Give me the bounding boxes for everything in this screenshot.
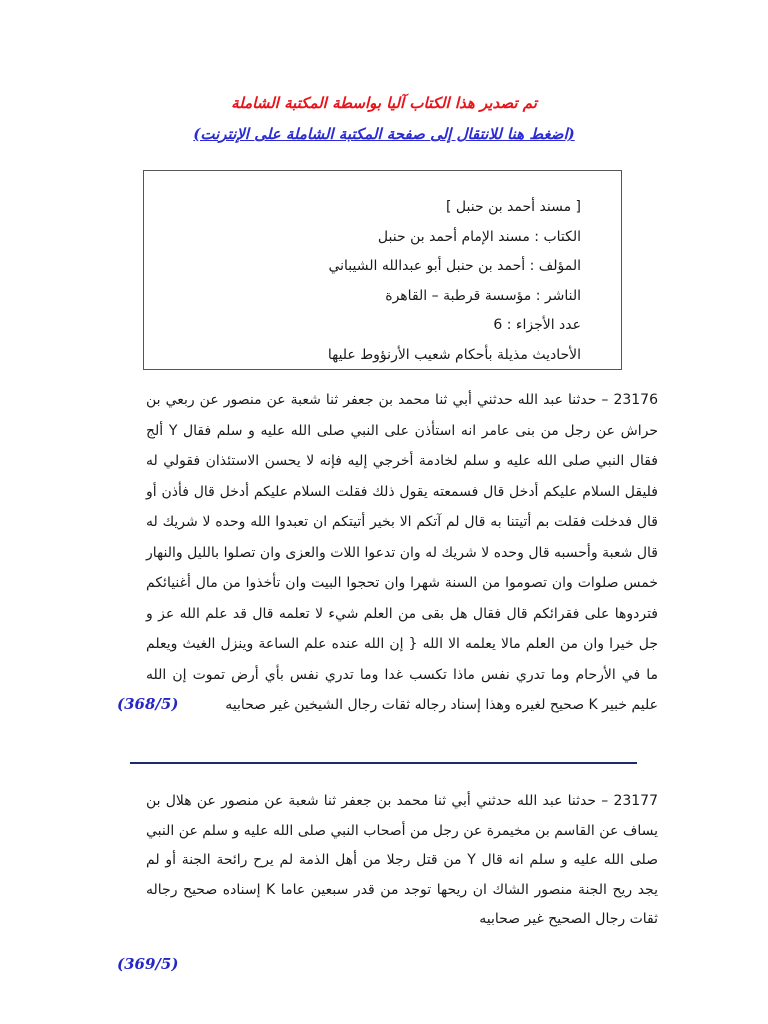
book-name-line: الكتاب : مسند الإمام أحمد بن حنبل [377,228,581,245]
page-reference: (368/5) [117,695,179,713]
book-title-line: [ مسند أحمد بن حنبل ] [446,199,581,215]
rulings-note-line: الأحاديث مذيلة بأحكام شعيب الأرنؤوط عليها [327,346,581,363]
shamela-website-link[interactable]: (اضغط هنا للانتقال إلى صفحة المكتبة الشاملة على الإنترنت) [193,125,575,143]
hadith-text: 23176 – حدثنا عبد الله حدثني أبي ثنا محمد بن جعفر ثنا شعبة عن منصور عن ربعي بن حراش عن رجل من بنى عامر انه استأذن على النبي صلى الله عليه و سلم فقال Y ألج فقال النبي صلى الله عليه و سلم لخادمة أخرجي إليه فإنه لا يحسن الاستئذان فقولي له فليقل السلام عليكم أدخل قال فسمعته يقول ذلك فقلت السلام عليكم أدخل قال فأذن أو قال فدخلت فقلت بم أتيتنا به قال لم آتكم الا بخير أتيتكم ان تعبدوا الله وحده لا شريك له قال شعبة وأحسبه قال وحده لا شريك له وان تدعوا اللات والعزى وان تصلوا بالليل والنهار خمس صلوات وان تصوموا من السنة شهرا وان تحجوا البيت وان تأخذوا من مال أغنيائكم فتردوها على فقرائكم قال فقال هل بقى من العلم شيء لا تعلمه قال قد علم الله عز و جل خيرا وان من العلم مالا يعلمه الا الله { إن الله عنده علم الساعة وينزل الغيث ويعلم ما في الأرحام وما تدري نفس ماذا تكسب غدا وما تدري نفس بأي أرض تموت إن الله عليم خبير K صحيح لغيره وهذا إسناد رجاله ثقات رجال الشيخين غير صحابيه [146,392,658,713]
author-line: المؤلف : أحمد بن حنبل أبو عبدالله الشيباني [328,258,581,274]
hadith-text: 23177 – حدثنا عبد الله حدثني أبي ثنا محمد بن جعفر ثنا شعبة عن منصور عن هلال بن يساف عن القاسم بن مخيمرة عن رجل من أصحاب النبي صلى الله عليه و سلم عن النبي صلى الله عليه و سلم انه قال Y من قتل رجلا من أهل الذمة لم يرح رائحة الجنة أو لم يجد ريح الجنة منصور الشاك ان ريحها توجد من قدر سبعين عاما K إسناده صحيح رجاله ثقات رجال الصحيح غير صحابيه [146,793,658,927]
book-info-box [143,170,622,370]
page-reference: (369/5) [117,955,179,973]
export-notice: تم تصدير هذا الكتاب آليا بواسطة المكتبة الشاملة [231,94,537,112]
section-divider [130,762,637,764]
volumes-line: عدد الأجزاء : 6 [493,317,581,333]
publisher-line: الناشر : مؤسسة قرطبة – القاهرة [385,287,581,304]
